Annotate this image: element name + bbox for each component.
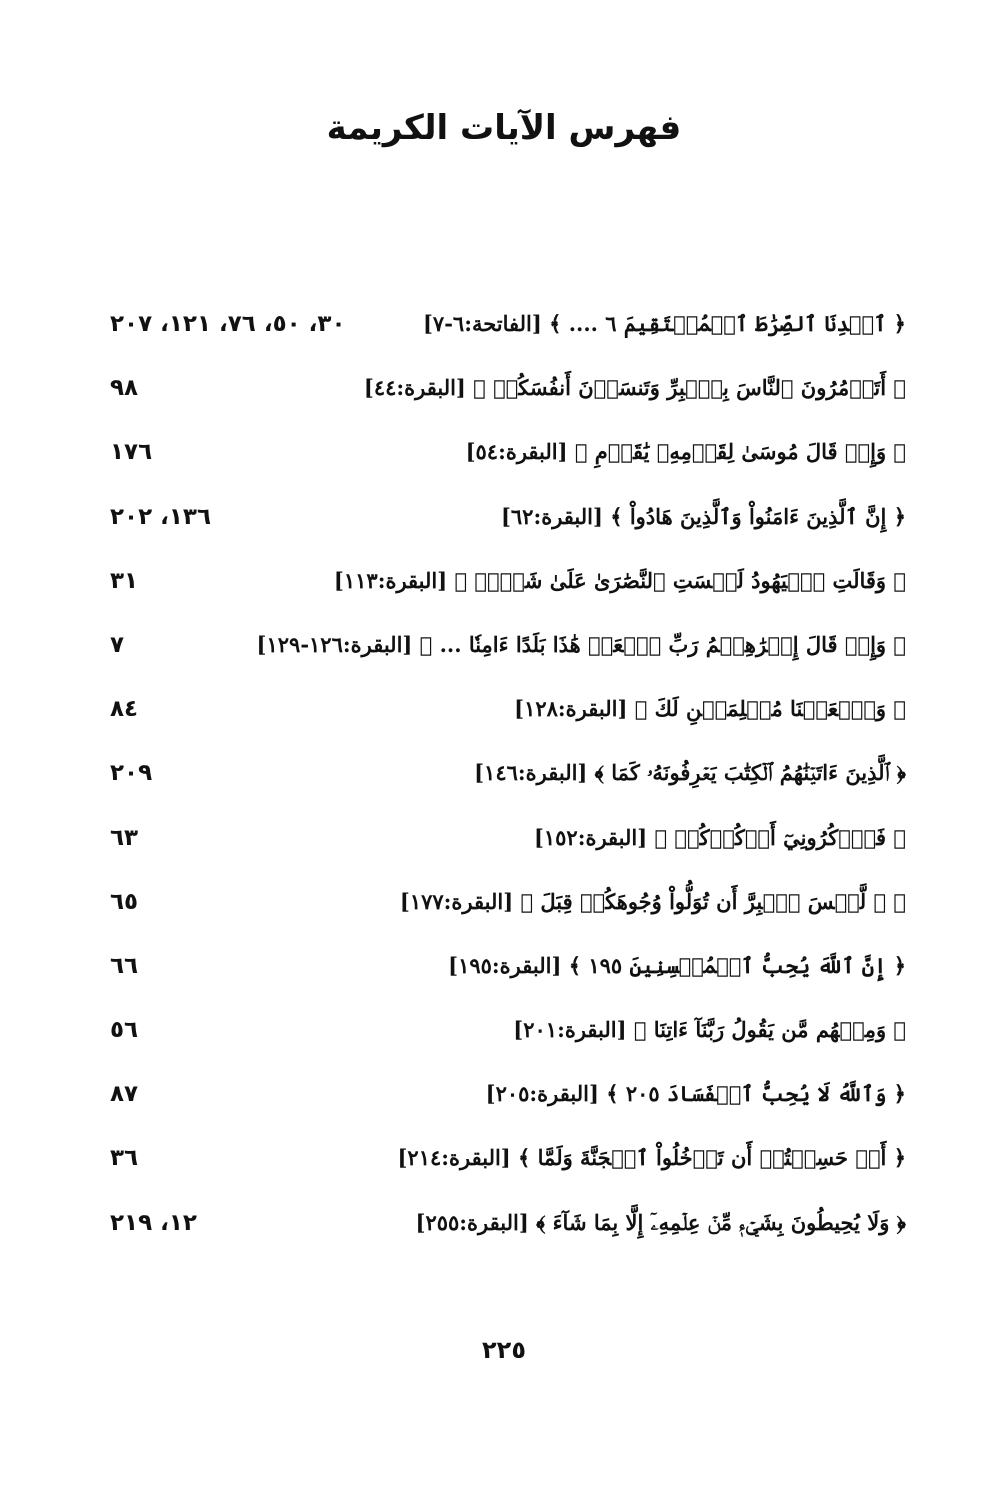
page-references: ٢٠٩: [110, 760, 153, 787]
page-references: ٧: [110, 631, 125, 658]
verse-text: ﴿ وَلَا يُحِيطُونَ بِشَيۡءٖ مِّنۡ عِلۡمِهِۦٓ إِلَّا بِمَا شَآءَ ﴾ [البقرة:٢٥٥]: [415, 1209, 906, 1235]
page-references: ١٣٦، ٢٠٢: [110, 503, 211, 530]
verse-text: ﴿ أَمۡ حَسِبۡتُمۡ أَن تَدۡخُلُواْ ٱلۡجَنَّةَ وَلَمَّا ﴾ [البقرة:٢١٤]: [397, 1145, 906, 1171]
verse-text: ﴿ ۞ لَّيۡسَ ٱلۡبِرَّ أَن تُوَلُّواْ وُجُوهَكُمۡ قِبَلَ ﴾ [البقرة:١٧٧]: [399, 888, 906, 914]
list-item: [0, 946, 1008, 1010]
page-references: ٣٠، ٥٠، ٧٦، ١٢١، ٢٠٧: [110, 311, 346, 337]
list-item: [0, 689, 1008, 753]
page-references: ٨٧: [110, 1081, 139, 1108]
page-references: ٦٦: [110, 952, 139, 979]
verse-text: ﴿ إِنَّ ٱلَّذِينَ ءَامَنُواْ وَٱلَّذِينَ هَادُواْ ﴾ [البقرة:٦٢]: [500, 503, 906, 529]
page-number: ٢٢٥: [482, 1336, 526, 1364]
page-references: ٣٦: [110, 1145, 139, 1172]
list-item: [0, 1138, 1008, 1202]
verse-text: ﴿ ٱهۡدِنَا ٱلصِّرَٰطَ ٱلۡمُسۡتَقِيمَ ٦ .... ﴾ [الفاتحة:٦-٧]: [422, 311, 906, 336]
list-item: [0, 1203, 1008, 1267]
verse-text: ﴿ وَإِذۡ قَالَ إِبۡرَٰهِـۧمُ رَبِّ ٱجۡعَلۡ هَٰذَا بَلَدًا ءَامِنٗا ... ﴾ [البقرة:١٢٦-١٢٩]: [256, 631, 906, 657]
list-item: [0, 882, 1008, 946]
list-item: [0, 1010, 1008, 1074]
verse-text: ﴿ أَتَأۡمُرُونَ ٱلنَّاسَ بِٱلۡبِرِّ وَتَنسَوۡنَ أَنفُسَكُمۡ ﴾ [البقرة:٤٤]: [363, 375, 906, 401]
verse-text: ﴿ إِنَّ ٱللَّهَ يُحِبُّ ٱلۡمُحۡسِنِينَ ١٩٥ ﴾ [البقرة:١٩٥]: [448, 952, 906, 978]
page-title: فهرس الآيات الكريمة: [326, 108, 682, 148]
list-item: [0, 1074, 1008, 1138]
page-references: ٥٦: [110, 1017, 139, 1044]
page-references: ١٢، ٢١٩: [110, 1209, 197, 1236]
list-item: [0, 625, 1008, 689]
list-item: [0, 304, 1008, 368]
list-item: [0, 368, 1008, 432]
verse-text: ﴿ وَٱللَّهُ لَا يُحِبُّ ٱلۡفَسَادَ ٢٠٥ ﴾ [البقرة:٢٠٥]: [485, 1081, 906, 1107]
list-item: [0, 432, 1008, 496]
page-references: ٩٨: [110, 375, 139, 402]
verse-text: ﴿ فَٱذۡكُرُونِيٓ أَذۡكُرۡكُمۡ ﴾ [البقرة:١٥٢]: [533, 824, 906, 850]
page-references: ٨٤: [110, 696, 139, 723]
verse-text: ﴿ وَمِنۡهُم مَّن يَقُولُ رَبَّنَآ ءَاتِنَا ﴾ [البقرة:٢٠١]: [513, 1017, 906, 1043]
verse-text: ﴿ وَإِذۡ قَالَ مُوسَىٰ لِقَوۡمِهِۦ يَٰقَوۡمِ ﴾ [البقرة:٥٤]: [465, 439, 906, 465]
list-item: [0, 818, 1008, 882]
verse-text: ﴿ وَٱجۡعَلۡنَا مُسۡلِمَيۡنِ لَكَ ﴾ [البقرة:١٢٨]: [514, 696, 906, 722]
list-item: [0, 497, 1008, 561]
page-references: ٣١: [110, 567, 139, 594]
verse-index-list: [0, 304, 1008, 1267]
list-item: [0, 561, 1008, 625]
verse-text: ﴿ وَقَالَتِ ٱلۡيَهُودُ لَيۡسَتِ ٱلنَّصَٰرَىٰ عَلَىٰ شَيۡءٖ ﴾ [البقرة:١١٣]: [333, 567, 906, 593]
list-item: [0, 753, 1008, 817]
page-references: ٦٣: [110, 824, 139, 851]
verse-text: ﴿ ٱلَّذِينَ ءَاتَيۡنَٰهُمُ ٱلۡكِتَٰبَ يَعۡرِفُونَهُۥ كَمَا ﴾ [البقرة:١٤٦]: [474, 760, 906, 786]
page-references: ١٧٦: [110, 439, 153, 466]
page-references: ٦٥: [110, 888, 139, 915]
